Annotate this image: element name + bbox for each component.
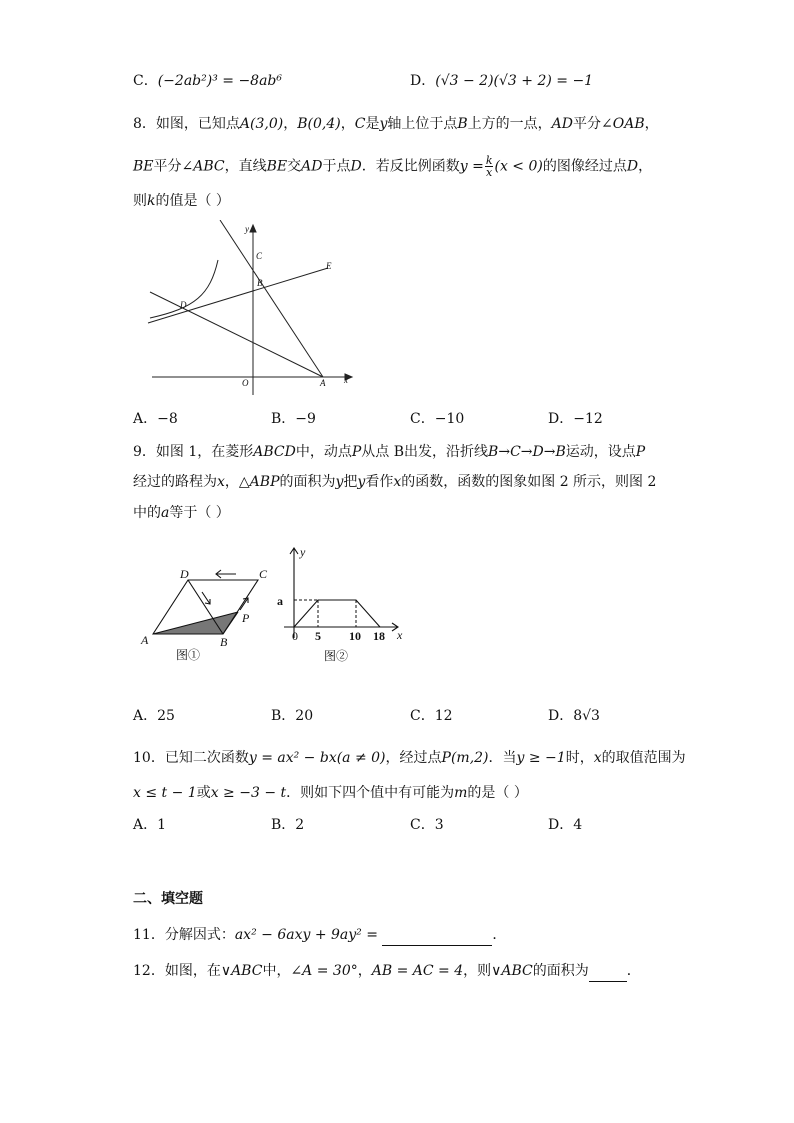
q9-figure-2 (272, 543, 412, 668)
q8-line-be (148, 268, 328, 323)
q8-line-3: 则k的值是（ ） (133, 193, 230, 209)
q9-line-3: 中的a等于（ ） (133, 505, 230, 521)
q9-fig2-tick-5: 5 (315, 629, 321, 643)
q9-line-1: 9．如图 1，在菱形ABCD中，动点P从点 B出发，沿折线B→C→D→B运动，设点P (133, 444, 646, 460)
q8-fraction: $\frac{k}{x}$ (485, 154, 493, 179)
q9-figure-1 (138, 562, 278, 667)
q8-label-b: B (257, 278, 263, 288)
q8-label-e: E (326, 261, 332, 271)
q8-label-d: D (180, 300, 187, 310)
q8-y-arrow (250, 225, 256, 232)
q9-option-c: C．12 (410, 708, 453, 724)
q9-fig2-tick-0: 0 (292, 629, 298, 643)
q9-fig2-label-x: x (397, 628, 403, 642)
q8-label-c: C (256, 251, 263, 261)
q8-label-o: O (242, 378, 249, 388)
q10-option-a: A．1 (133, 817, 167, 833)
q9-fig2-graph (294, 600, 380, 627)
q9-fig2-caption: 图② (324, 649, 349, 663)
q9-label-b: B (220, 635, 228, 649)
q9-fig1-caption: 图① (176, 648, 201, 662)
q9-label-c: C (259, 567, 268, 581)
q12-line: 12．如图，在∨ABC中，∠A = 30°，AB = AC = 4，则∨ABC的面积为 ． (133, 960, 641, 982)
q9-line-2: 经过的路程为x，△ABP的面积为y把y看作x的函数，函数的图象如图 2 所示，则图 2 (133, 474, 657, 490)
q8-option-a: A．−8 (133, 411, 178, 427)
q9-arrow-p (240, 598, 248, 610)
q8-line-ac (220, 220, 323, 377)
q8-graph (140, 220, 370, 400)
q11-answer-blank[interactable] (382, 929, 492, 946)
q9-arrow-db (202, 592, 210, 604)
q7-option-c-expression: (−2ab²)³ = −8ab⁶ (157, 73, 283, 89)
q11-line: 11．分解因式：ax² − 6axy + 9ay² = ． (133, 924, 506, 946)
q10-line-2: x ≤ t − 1或x ≥ −3 − t．则如下四个值中有可能为m的是（ ） (133, 785, 528, 801)
q8-line-2: BE平分∠ABC，直线BE交AD于点D．若反比例函数y = $\frac{k}{x}$ (x < 0)的图像经过点D， (133, 154, 653, 179)
q9-label-d: D (180, 567, 189, 581)
q9-fig2-tick-10: 10 (349, 629, 361, 643)
q8-option-d: D．−12 (548, 411, 603, 427)
q8-label-y: y (245, 224, 249, 234)
q9-option-a: A．25 (133, 708, 175, 724)
q8-line-ad (150, 292, 323, 377)
q8-line-1: 8．如图，已知点A(3,0)，B(0,4)，C是y轴上位于点B上方的一点，AD平分∠OAB， (133, 116, 659, 132)
q9-fig2-tick-18: 18 (373, 629, 385, 643)
q12-answer-blank[interactable] (589, 965, 627, 982)
q8-label-x: x (344, 375, 348, 385)
q7-option-c: C．(−2ab²)³ = −8ab⁶ (133, 73, 283, 89)
q9-fig2-label-a: a (277, 594, 283, 608)
q7-option-d-expression: (√3 − 2)(√3 + 2) = −1 (435, 73, 594, 89)
q9-label-p: P (242, 611, 250, 625)
q8-label-a: A (320, 378, 326, 388)
section-2-title: 二、填空题 (133, 891, 203, 907)
q9-fig2-label-y: y (300, 545, 306, 559)
q7-option-d: D．(√3 − 2)(√3 + 2) = −1 (410, 73, 594, 89)
q10-option-c: C．3 (410, 817, 444, 833)
q10-option-b: B．2 (271, 817, 305, 833)
q10-line-1: 10．已知二次函数y = ax² − bx(a ≠ 0)，经过点P(m,2)．当y ≥ −1时，x的取值范围为 (133, 750, 686, 766)
q9-option-d: D．8√3 (548, 708, 600, 724)
q9-label-a: A (141, 633, 149, 647)
q8-option-c: C．−10 (410, 411, 465, 427)
q9-option-b: B．20 (271, 708, 314, 724)
q10-option-d: D．4 (548, 817, 583, 833)
q8-option-b: B．−9 (271, 411, 316, 427)
